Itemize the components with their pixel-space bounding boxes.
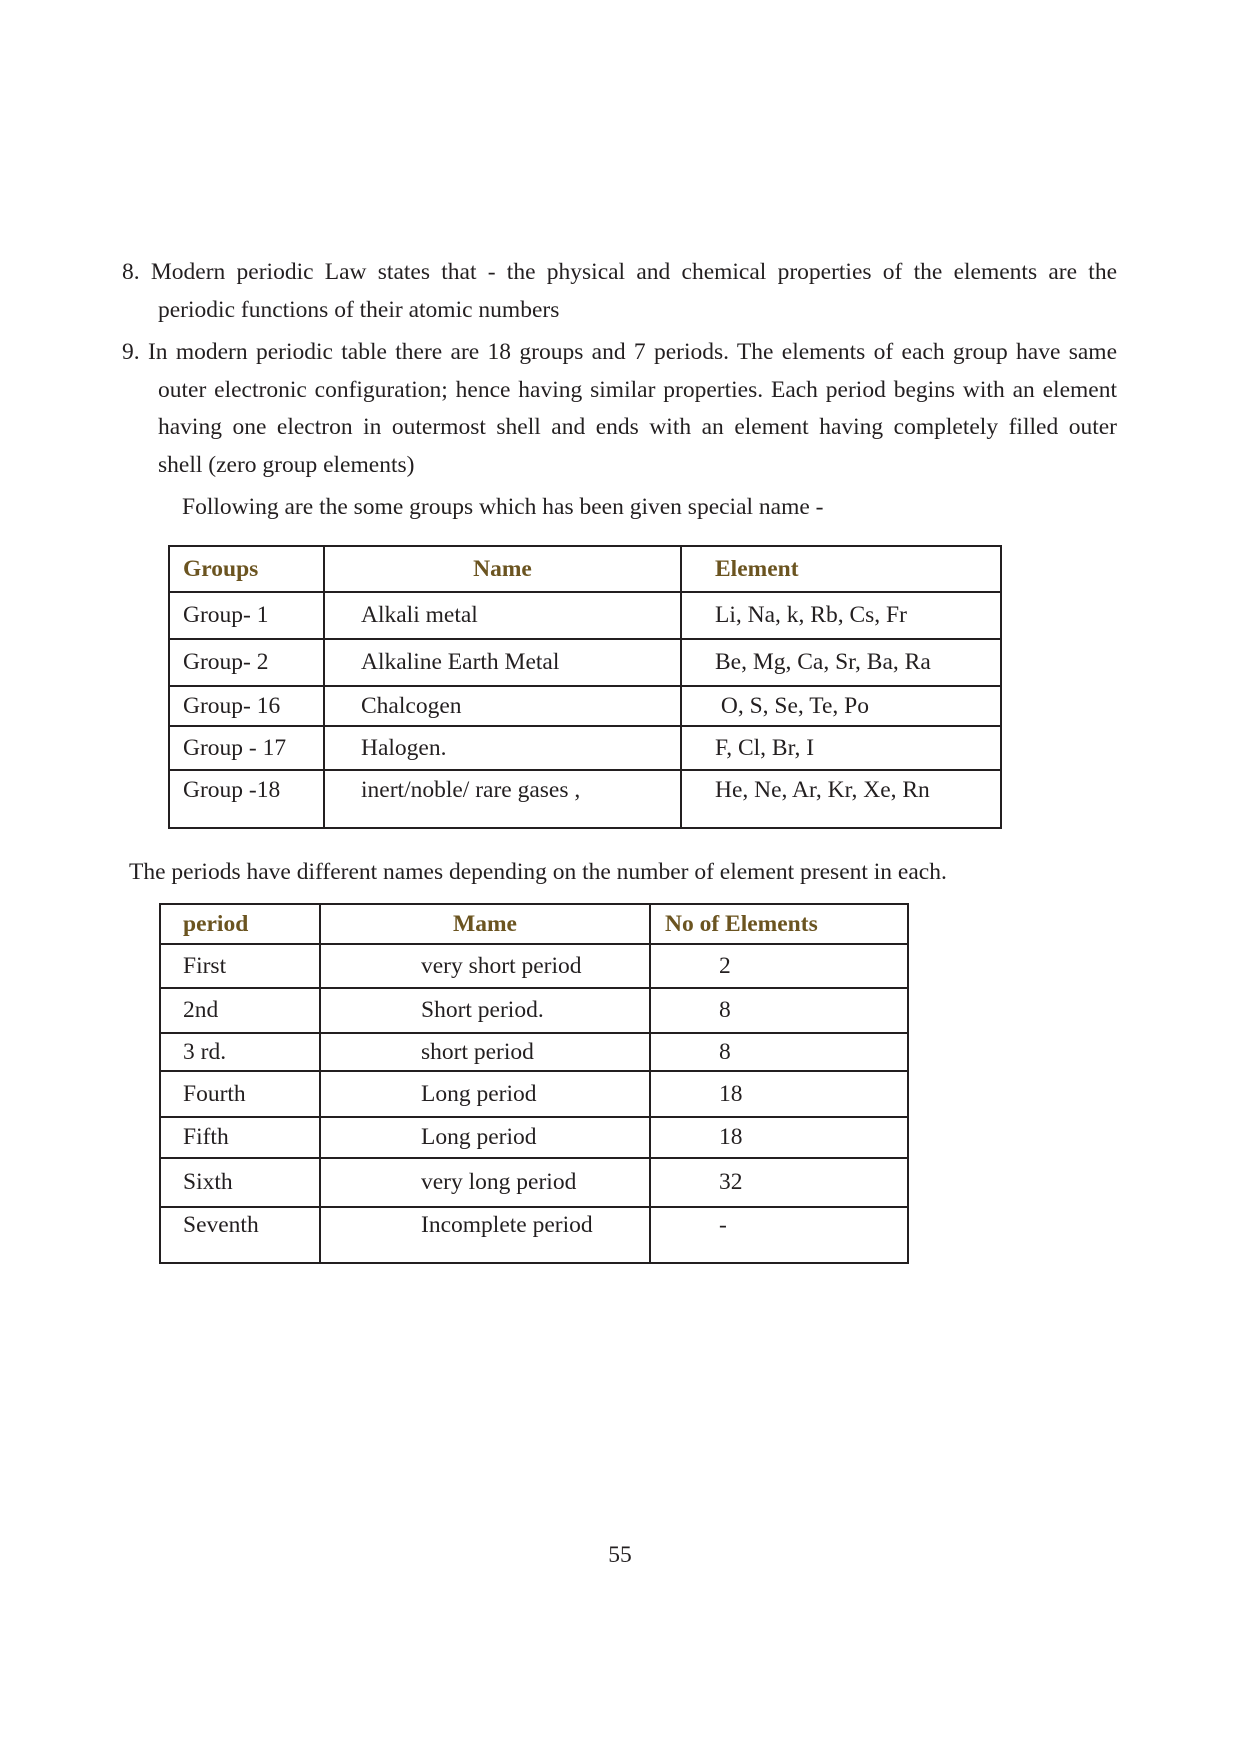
point-8 xyxy=(122,254,1117,329)
table-row xyxy=(160,1033,908,1071)
table-row xyxy=(169,639,1001,686)
group-cell: Group -18 xyxy=(169,770,324,828)
period-name-cell: short period xyxy=(320,1033,650,1071)
periods-header-count: No of Elements xyxy=(650,904,908,944)
periods-header-name: Mame xyxy=(320,904,650,944)
table-row xyxy=(169,770,1001,828)
period-cell: First xyxy=(160,944,320,988)
period-count-cell: 8 xyxy=(650,988,908,1033)
groups-header-name: Name xyxy=(324,546,681,592)
point-8-line-1: 8. Modern periodic Law states that - the physical and chemical properties of the elements are the xyxy=(122,259,1117,285)
period-count-cell: 2 xyxy=(650,944,908,988)
groups-header-groups: Groups xyxy=(169,546,324,592)
period-cell: Seventh xyxy=(160,1207,320,1263)
table-row xyxy=(160,1117,908,1158)
table-row xyxy=(169,592,1001,639)
groups-header-element: Element xyxy=(681,546,1001,592)
group-cell: Group- 2 xyxy=(169,639,324,686)
table-row xyxy=(160,944,908,988)
group-elements-cell: O, S, Se, Te, Po xyxy=(681,686,1001,726)
table-row xyxy=(160,1071,908,1117)
point-9-line-4: shell (zero group elements) xyxy=(158,451,415,478)
periods-header-row xyxy=(160,904,908,944)
period-name-cell: very short period xyxy=(320,944,650,988)
groups-header-row xyxy=(169,546,1001,592)
point-9-line-2: outer electronic configuration; hence having similar properties. Each period begins with an element xyxy=(158,376,1117,403)
period-count-cell: 18 xyxy=(650,1117,908,1158)
group-name-cell: inert/noble/ rare gases , xyxy=(324,770,681,828)
groups-table xyxy=(168,545,1002,829)
table-row xyxy=(160,1207,908,1263)
group-elements-cell: Li, Na, k, Rb, Cs, Fr xyxy=(681,592,1001,639)
period-count-cell: 18 xyxy=(650,1071,908,1117)
periods-intro: The periods have different names depending on the number of element present in each. xyxy=(129,859,947,885)
period-name-cell: Long period xyxy=(320,1071,650,1117)
table-row xyxy=(160,1158,908,1207)
period-cell: 2nd xyxy=(160,988,320,1033)
point-9-line-3: having one electron in outermost shell and ends with an element having completely filled outer xyxy=(158,414,1117,440)
group-cell: Group - 17 xyxy=(169,726,324,770)
group-cell: Group- 1 xyxy=(169,592,324,639)
period-count-cell: 8 xyxy=(650,1033,908,1071)
point-9-line-1: 9. In modern periodic table there are 18 groups and 7 periods. The elements of each group have same xyxy=(122,339,1117,365)
period-name-cell: Incomplete period xyxy=(320,1207,650,1263)
group-name-cell: Alkali metal xyxy=(324,592,681,639)
table-row xyxy=(169,726,1001,770)
group-cell: Group- 16 xyxy=(169,686,324,726)
group-name-cell: Chalcogen xyxy=(324,686,681,726)
periods-header-period: period xyxy=(160,904,320,944)
period-name-cell: Short period. xyxy=(320,988,650,1033)
period-name-cell: very long period xyxy=(320,1158,650,1207)
period-name-cell: Long period xyxy=(320,1117,650,1158)
groups-intro: Following are the some groups which has been given special name - xyxy=(182,494,824,520)
period-count-cell: 32 xyxy=(650,1158,908,1207)
group-name-cell: Halogen. xyxy=(324,726,681,770)
period-count-cell: - xyxy=(650,1207,908,1263)
periods-table xyxy=(159,903,909,1264)
group-elements-cell: F, Cl, Br, I xyxy=(681,726,1001,770)
group-elements-cell: He, Ne, Ar, Kr, Xe, Rn xyxy=(681,770,1001,828)
period-cell: Fifth xyxy=(160,1117,320,1158)
page-number: 55 xyxy=(608,1542,632,1568)
period-cell: Fourth xyxy=(160,1071,320,1117)
period-cell: 3 rd. xyxy=(160,1033,320,1071)
group-elements-cell: Be, Mg, Ca, Sr, Ba, Ra xyxy=(681,639,1001,686)
point-9 xyxy=(122,334,1117,484)
table-row xyxy=(160,988,908,1033)
period-cell: Sixth xyxy=(160,1158,320,1207)
table-row xyxy=(169,686,1001,726)
point-8-line-2: periodic functions of their atomic numbers xyxy=(158,296,560,323)
group-name-cell: Alkaline Earth Metal xyxy=(324,639,681,686)
